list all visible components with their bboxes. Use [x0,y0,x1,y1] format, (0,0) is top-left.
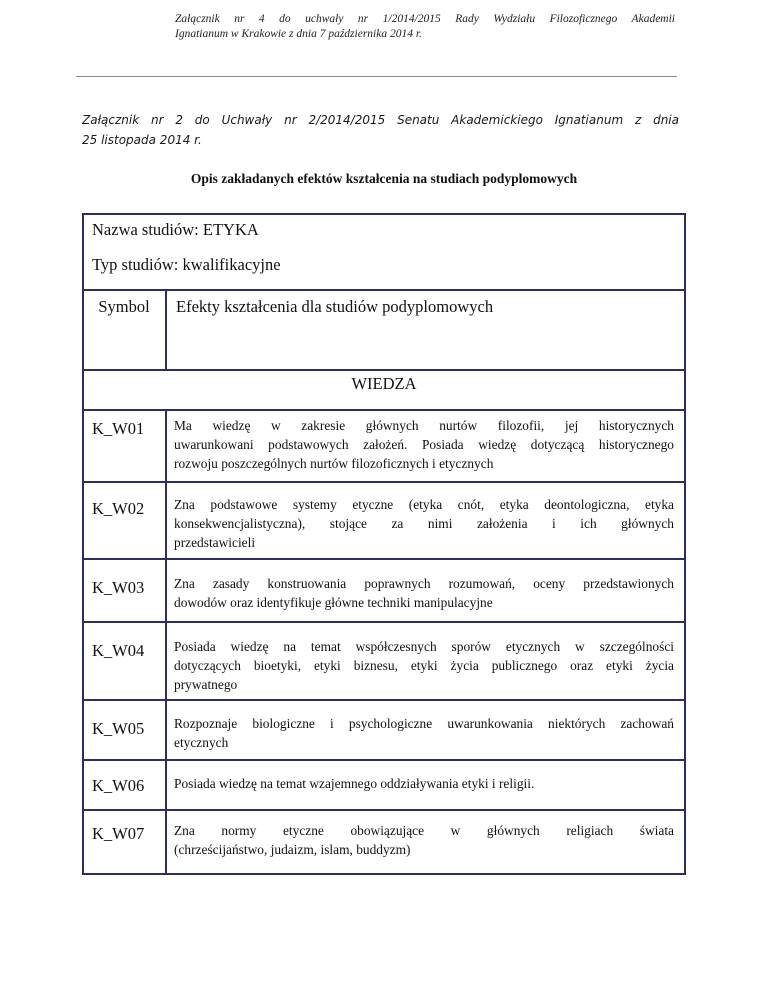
description-line: Zna zasady konstruowania poprawnych rozumowań, oceny przedstawionych [174,576,674,591]
description-line: dotyczących bioetyki, etyki biznesu, etyki życia publicznego oraz etyki życia [174,658,674,673]
description-line: Zna normy etyczne obowiązujące w głównych religiach świata [174,823,674,838]
outcome-symbol: K_W01 [92,419,145,438]
outcome-description [174,416,674,473]
outcome-description [174,821,674,859]
table-border [82,409,686,411]
symbol-column-header: Symbol [98,297,150,316]
description-line: Zna podstawowe systemy etyczne (etyka cnót, etyka deontologiczna, etyka [174,497,674,512]
table-border [82,699,686,701]
description-line: prywatnego [174,677,238,692]
effects-column-header: Efekty kształcenia dla studiów podyplomowych [176,297,494,316]
outcome-description [174,637,674,694]
description-line: rozwoju poszczególnych nurtów filozoficznych i etycznych [174,456,494,471]
description-line: Posiada wiedzę na temat wzajemnego oddziaływania etyki i religii. [174,776,535,791]
study-name: Nazwa studiów: ETYKA [92,220,259,239]
table-border [82,289,686,291]
header-note-line: Ignatianum w Krakowie z dnia 7 października 2014 r. [175,28,422,40]
table-border [684,213,686,875]
attachment-note-line: 25 listopada 2014 r. [82,133,202,147]
header-note-line: Załącznik nr 4 do uchwały nr 1/2014/2015 Rady Wydziału Filozoficznego Akademii [175,13,675,25]
description-line: (chrześcijaństwo, judaizm, islam, buddyzm) [174,842,411,857]
outcome-description [174,774,674,793]
description-line: etycznych [174,735,229,750]
section-heading-wiedza: WIEDZA [351,374,417,393]
attachment-note [82,110,679,150]
header-divider [76,76,677,77]
learning-outcomes-table [82,213,686,875]
table-border [82,369,686,371]
description-line: przedstawicieli [174,535,256,550]
outcome-symbol: K_W07 [92,824,145,843]
outcome-description [174,714,674,752]
outcome-description [174,574,674,612]
table-border [82,759,686,761]
description-line: uwarunkowani podstawowych założeń. Posiada wiedzę dotyczącą historycznego [174,437,674,452]
description-line: Ma wiedzę w zakresie głównych nurtów filozofii, jej historycznych [174,418,674,433]
study-type: Typ studiów: kwalifikacyjne [92,255,281,274]
description-line: dowodów oraz identyfikuje główne techniki manipulacyjne [174,595,493,610]
description-line: Posiada wiedzę na temat współczesnych sporów etycznych w szczególności [174,639,674,654]
table-border [82,213,686,215]
description-line: Rozpoznaje biologiczne i psychologiczne uwarunkowania niektórych zachowań [174,716,674,731]
outcome-symbol: K_W06 [92,776,145,795]
table-border [82,809,686,811]
document-title: Opis zakładanych efektów kształcenia na studiach podyplomowych [190,171,578,186]
table-border [82,621,686,623]
table-border [82,558,686,560]
table-border [82,873,686,875]
outcome-description [174,495,674,552]
table-border [82,481,686,483]
table-border [165,409,167,875]
header-note [175,12,675,42]
outcome-symbol: K_W03 [92,578,145,597]
description-line: konsekwencjalistyczna), stojące za nimi założenia i ich głównych [174,516,674,531]
outcome-symbol: K_W05 [92,719,145,738]
outcome-symbol: K_W04 [92,641,145,660]
attachment-note-line: Załącznik nr 2 do Uchwały nr 2/2014/2015 Senatu Akademickiego Ignatianum z dnia [82,113,679,127]
outcome-symbol: K_W02 [92,499,145,518]
